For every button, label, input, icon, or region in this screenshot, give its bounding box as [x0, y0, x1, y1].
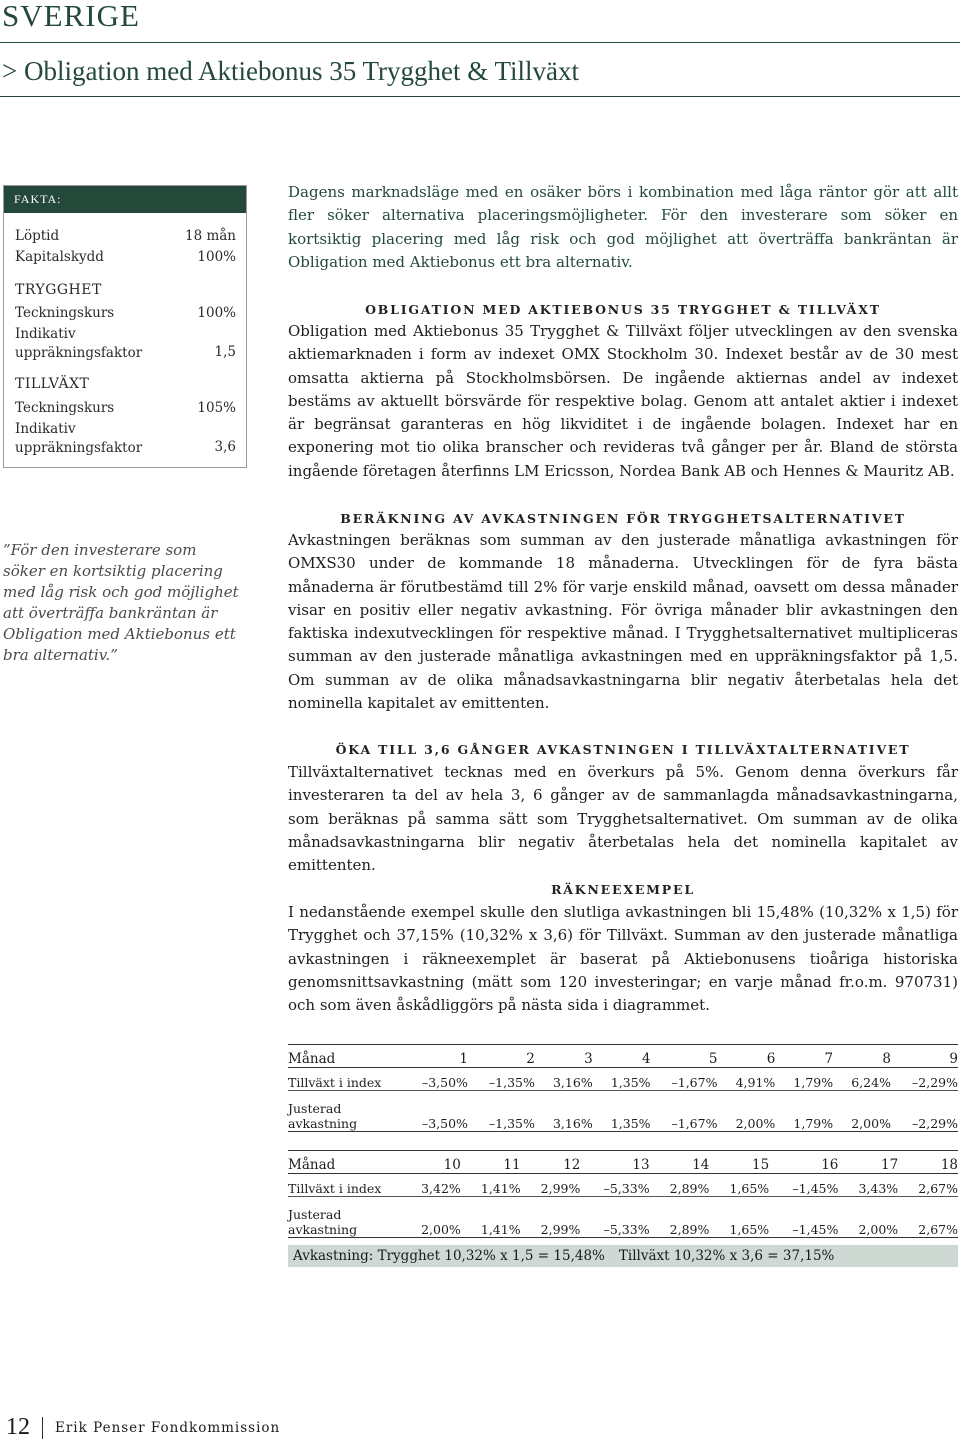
table-header-cell: 15: [709, 1151, 769, 1174]
fact-section-tillvaxt: TILLVÄXT: [15, 376, 90, 392]
table-row-label-line: Justerad: [288, 1207, 342, 1222]
table-cell: 2,99%: [521, 1174, 581, 1197]
table-header-cell: 5: [651, 1045, 718, 1068]
fact-label-multiline: [15, 325, 142, 363]
table-cell: 1,79%: [775, 1068, 833, 1091]
table-header-cell: 7: [775, 1045, 833, 1068]
section-paragraph: Tillväxtalternativet tecknas med en överkurs på 5%. Genom denna överkurs får investeraren ta del av hela 3, 6 gånger av de sammanlagda månadsavkastningarna, som beräknas på samma sätt som Trygghetsalternativet. Om summan av de olika månadsavkastningarna blir negativ återbetalas hela det nominella kapitalet av emittenten.: [288, 763, 958, 875]
fact-value: 1,5: [214, 344, 236, 360]
table-cell: –1,45%: [769, 1174, 838, 1197]
section-paragraph: Obligation med Aktiebonus 35 Trygghet & Tillväxt följer utvecklingen av den svenska aktiemarknaden i form av indexet OMX Stockholm 30. Indexet består av de 30 mest omsatta aktierna på Stockholmsbörsen. De ingående aktiernas andel av indexet bestäms av aktuellt börsvärde för respektive bolag. Genom att antalet aktier i indexet är begränsat garanteras en hög likviditet i de ingående bolagen. Indexet har en exponering mot tio olika branscher och revideras två gånger per år. Bland de största ingående företagen återfinns LM Ericsson, Nordea Bank AB och Hennes & Mauritz AB.: [288, 322, 958, 480]
fact-value: 18 mån: [184, 228, 236, 244]
table-row-label: Tillväxt i index: [288, 1174, 401, 1197]
header-rule: [0, 42, 960, 43]
table-header-cell: 10: [401, 1151, 461, 1174]
table-row-label: Tillväxt i index: [288, 1068, 401, 1091]
table-header-cell: 12: [521, 1151, 581, 1174]
table-row-label-line: Justerad: [288, 1101, 342, 1116]
page-number: 12: [6, 1414, 30, 1440]
table-cell: –1,35%: [468, 1091, 535, 1132]
summary-bar: [288, 1245, 958, 1267]
fact-value: 100%: [197, 305, 236, 321]
table-header-label: Månad: [288, 1045, 401, 1068]
table-cell: 2,00%: [833, 1091, 891, 1132]
table-header-cell: 8: [833, 1045, 891, 1068]
table-cell: 2,89%: [650, 1197, 710, 1238]
section-heading: RÄKNEEXEMPEL: [551, 882, 695, 897]
section-heading: ÖKA TILL 3,6 GÅNGER AVKASTNINGEN I TILLVÄXTALTERNATIVET: [335, 742, 911, 757]
fact-label: Indikativ: [15, 421, 76, 437]
table-row-label-line: avkastning: [288, 1116, 358, 1131]
fact-row-tillvaxt-teckningskurs: [15, 400, 236, 416]
table-row: [288, 1068, 958, 1091]
example-table-months-10-18: [288, 1150, 958, 1238]
summary-tillvaxt: Tillväxt 10,32% x 3,6 = 37,15%: [618, 1248, 835, 1264]
fact-box: [3, 185, 247, 468]
table-cell: 1,65%: [709, 1174, 769, 1197]
fact-value: 105%: [197, 400, 236, 416]
table-cell: –1,67%: [651, 1068, 718, 1091]
table-header-cell: 11: [461, 1151, 521, 1174]
section-heading: OBLIGATION MED AKTIEBONUS 35 TRYGGHET & TILLVÄXT: [365, 302, 881, 317]
pull-quote: ”För den investerare som söker en kortsiktig placering med låg risk och god möjlighet att överträffa bankräntan är Obligation med Aktiebonus ett bra alternativ.”: [3, 541, 239, 664]
table-header-row: [288, 1151, 958, 1174]
fact-label: uppräkningsfaktor: [15, 440, 143, 456]
table-row-label: [288, 1091, 401, 1132]
summary-trygghet: Avkastning: Trygghet 10,32% x 1,5 = 15,48%: [293, 1248, 605, 1264]
table-cell: 2,00%: [401, 1197, 461, 1238]
fact-label-multiline: [15, 420, 142, 458]
table-cell: 2,67%: [898, 1197, 958, 1238]
page-title: > Obligation med Aktiebonus 35 Trygghet & Tillväxt: [2, 56, 580, 86]
table-cell: 3,16%: [535, 1068, 593, 1091]
table-cell: –1,67%: [651, 1091, 718, 1132]
fact-section-trygghet: TRYGGHET: [15, 282, 102, 298]
table-row-label-line: avkastning: [288, 1222, 358, 1237]
table-cell: 2,99%: [521, 1197, 581, 1238]
section-paragraph: Avkastningen beräknas som summan av den justerade månatliga avkastningen för OMXS30 under de kommande 18 månaderna. Utvecklingen för de fyra bästa månaderna är förutbestämd till 2% för varje enskild månad, oavsett om dessa månader visar en positiv eller negativ avkastning. För övriga månader blir avkastningen den faktiska indexutvecklingen för respektive månad. I Trygghetsalternativet multipliceras summan av den justerade månatliga avkastningen med en uppräkningsfaktor på 1,5. Om summan av de olika månadsavkastningarna blir negativ återbetalas hela det nominella kapitalet av emittenten.: [288, 531, 958, 713]
table-header-cell: 9: [891, 1045, 958, 1068]
table-cell: 3,42%: [401, 1174, 461, 1197]
section-heading: BERÄKNING AV AVKASTNINGEN FÖR TRYGGHETSALTERNATIVET: [340, 511, 906, 526]
table-row: [288, 1197, 958, 1238]
table-row: [288, 1091, 958, 1132]
table-cell: 3,16%: [535, 1091, 593, 1132]
table-header-cell: 14: [650, 1151, 710, 1174]
table-header-cell: 17: [838, 1151, 898, 1174]
table-header-cell: 18: [898, 1151, 958, 1174]
company-name: Erik Penser Fondkommission: [55, 1419, 281, 1436]
table-cell: –5,33%: [580, 1197, 649, 1238]
table-cell: –5,33%: [580, 1174, 649, 1197]
country-heading: SVERIGE: [2, 0, 140, 33]
table-cell: 1,35%: [593, 1068, 651, 1091]
page-footer: [6, 1414, 280, 1441]
example-table-months-1-9: [288, 1044, 958, 1132]
fact-value: 3,6: [214, 439, 236, 455]
fact-row-loptid: [15, 228, 236, 244]
fact-row-trygghet-teckningskurs: [15, 305, 236, 321]
fact-label: Kapitalskydd: [15, 249, 104, 265]
intro-paragraph: Dagens marknadsläge med en osäker börs i kombination med låga räntor gör att allt fler söker alternativa placeringsmöjligheter. För den investerare som söker en kortsiktig placering med låg risk och god möjlighet att överträffa bankräntan är Obligation med Aktiebonus ett bra alternativ.: [288, 183, 958, 271]
table-cell: 2,00%: [838, 1197, 898, 1238]
table-cell: –1,35%: [468, 1068, 535, 1091]
table-cell: 2,00%: [717, 1091, 775, 1132]
footer-divider: [42, 1417, 43, 1439]
table-header-row: [288, 1045, 958, 1068]
fact-label: uppräkningsfaktor: [15, 345, 143, 361]
table-cell: 2,89%: [650, 1174, 710, 1197]
table-row-label: [288, 1197, 401, 1238]
table-cell: 6,24%: [833, 1068, 891, 1091]
table-header-cell: 1: [401, 1045, 468, 1068]
fact-box-heading: FAKTA:: [4, 186, 246, 213]
fact-label: Teckningskurs: [15, 400, 115, 416]
fact-label: Löptid: [15, 228, 60, 244]
table-header-cell: 6: [717, 1045, 775, 1068]
table-cell: 1,79%: [775, 1091, 833, 1132]
table-header-cell: 13: [580, 1151, 649, 1174]
table-header-cell: 16: [769, 1151, 838, 1174]
table-header-cell: 2: [468, 1045, 535, 1068]
fact-value: 100%: [197, 249, 236, 265]
table-row: [288, 1174, 958, 1197]
table-cell: 1,35%: [593, 1091, 651, 1132]
table-cell: 2,67%: [898, 1174, 958, 1197]
table-cell: 3,43%: [838, 1174, 898, 1197]
fact-label: Indikativ: [15, 326, 76, 342]
fact-label: Teckningskurs: [15, 305, 115, 321]
table-header-cell: 3: [535, 1045, 593, 1068]
table-cell: 4,91%: [717, 1068, 775, 1091]
table-cell: 1,41%: [461, 1174, 521, 1197]
table-cell: –3,50%: [401, 1091, 468, 1132]
header-rule-bottom: [0, 96, 960, 97]
section-paragraph: I nedanstående exempel skulle den slutliga avkastningen bli 15,48% (10,32% x 1,5) för Trygghet och 37,15% (10,32% x 3,6) för Tillväxt. Summan av den justerade månatliga avkastningen i räkneexemplet är baserat på Aktiebonusens tioåriga historiska genomsnittsavkastning (mätt som 120 investeringar; en varje månad fr.o.m. 970731) och som även åskådliggörs på nästa sida i diagrammet.: [288, 903, 958, 1015]
table-cell: –2,29%: [891, 1068, 958, 1091]
table-header-cell: 4: [593, 1045, 651, 1068]
fact-row-kapitalskydd: [15, 249, 236, 265]
table-cell: –2,29%: [891, 1091, 958, 1132]
table-header-label: Månad: [288, 1151, 401, 1174]
table-cell: –3,50%: [401, 1068, 468, 1091]
table-cell: –1,45%: [769, 1197, 838, 1238]
table-cell: 1,65%: [709, 1197, 769, 1238]
table-cell: 1,41%: [461, 1197, 521, 1238]
